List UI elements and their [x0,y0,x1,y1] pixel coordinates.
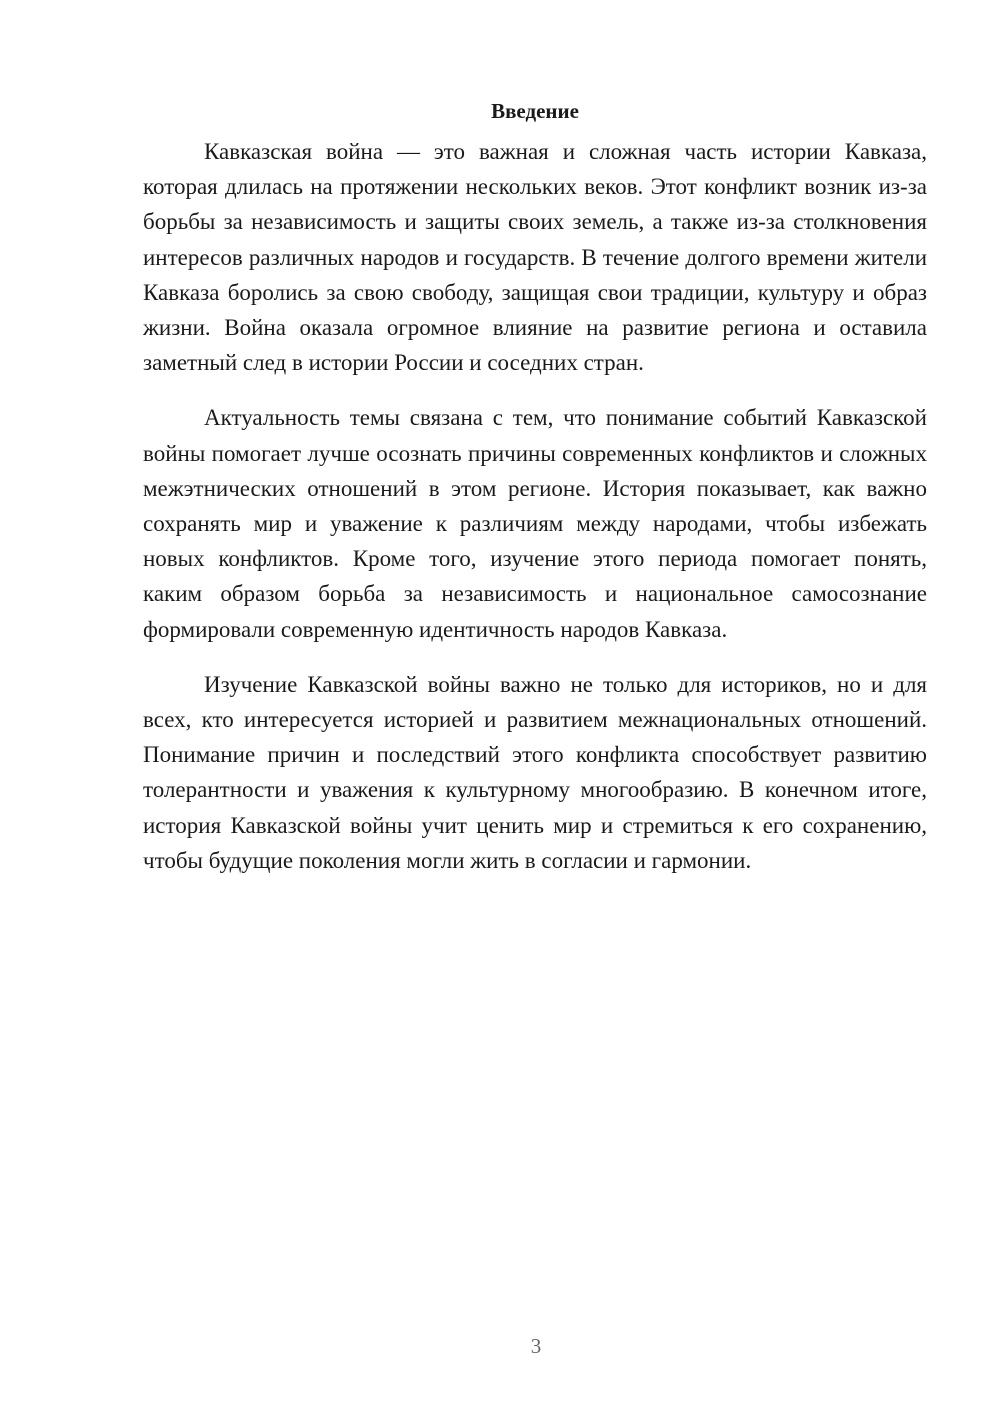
paragraph-relevance: Актуальность темы связана с тем, что понимание событий Кавказской войны помогает лучше осознать причины современных конфликтов и сложных межэтнических отношений в этом регионе. История показывает, как важно сохранять мир и уважение к различиям между народами, чтобы избежать новых конфликтов. Кроме того, изучение этого периода помогает понять, каким образом борьба за независимость и национальное самосознание формировали современную идентичность народов Кавказа. [143,405,927,642]
paragraph-importance: Изучение Кавказской войны важно не только для историков, но и для всех, кто интересуется историей и развитием межнациональных отношений. Понимание причин и последствий этого конфликта способствует развитию толерантности и уважения к культурному многообразию. В конечном итоге, история Кавказской войны учит ценить мир и стремиться к его сохранению, чтобы будущие поколения могли жить в согласии и гармонии. [143,671,927,873]
section-heading: Введение [491,99,579,123]
page-number: 3 [530,1334,542,1358]
page-content [143,96,927,878]
paragraph-intro: Кавказская война — это важная и сложная часть истории Кавказа, которая длилась на протяжении нескольких веков. Этот конфликт возник из-за борьбы за независимость и защиты своих земель, а также из-за столкновения интересов различных народов и государств. В течение долгого времени жители Кавказа боролись за свою свободу, защищая свои традиции, культуру и образ жизни. Война оказала огромное влияние на развитие региона и оставила заметный след в истории России и соседних стран. [143,139,927,376]
